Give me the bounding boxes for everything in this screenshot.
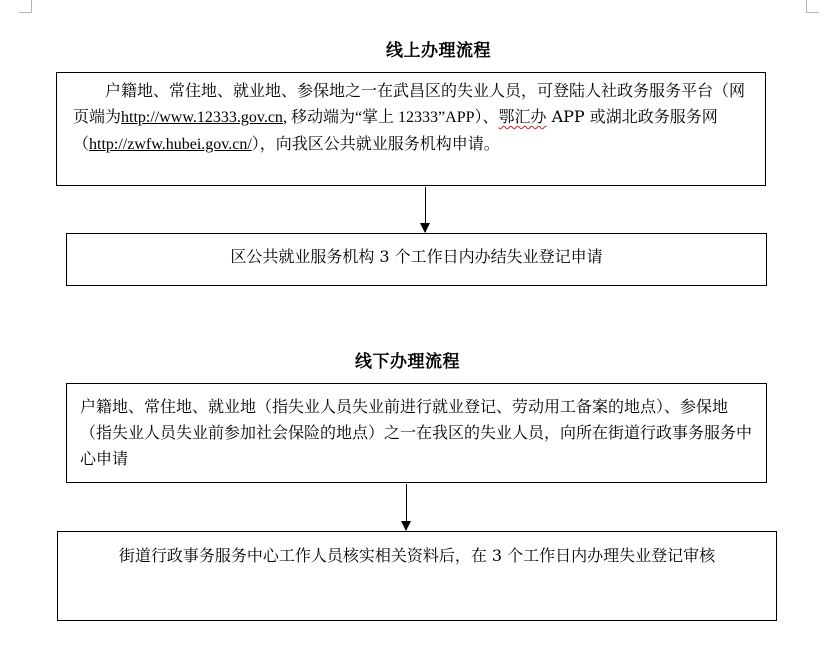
online-step-2-text: 区公共就业服务机构 3 个工作日内办结失业登记申请 (230, 247, 603, 266)
online-step-1-part2: , 移动端为“掌上 12333”APP）、 (282, 109, 499, 126)
online-step-1-part1: 户籍地、常住地、就业地、参保地之一在武昌区的失业人员，可登陆人社政务服务平台（网页端为 (73, 81, 746, 126)
online-step-1-box (56, 72, 766, 186)
page-corner-mark-right (806, 0, 819, 13)
offline-step-2-text: 街道行政事务服务中心工作人员核实相关资料后，在 3 个工作日内办理失业登记审核 (118, 546, 716, 565)
online-step-2-box (66, 233, 767, 286)
offline-step-1-text: 户籍地、常住地、就业地（指失业人员失业前进行就业登记、劳动用工备案的地点）、参保地（指失业人员失业前参加社会保险的地点）之一在我区的失业人员，向所在街道行政事务服务中心申请 (80, 397, 753, 468)
page-corner-mark-left (19, 0, 32, 13)
online-step-1-part3: APP 或湖北政务服务网（ (73, 107, 718, 153)
offline-process-title: 线下办理流程 (355, 352, 460, 372)
down-arrow-icon (425, 187, 426, 232)
link-zwfw-hubei[interactable]: http://zwfw.hubei.gov.cn/ (89, 136, 252, 153)
online-step-1-text (73, 78, 753, 158)
online-process-title: 线上办理流程 (386, 41, 491, 61)
online-step-1-part4: ），向我区公共就业服务机构申请。 (251, 134, 500, 153)
offline-step-1-box (66, 383, 767, 483)
down-arrow-icon (406, 484, 407, 530)
online-step-1-app-name: 鄂汇办 (498, 107, 547, 126)
link-12333[interactable]: http://www.12333.gov.cn (121, 109, 283, 126)
offline-step-2-box (57, 531, 777, 621)
